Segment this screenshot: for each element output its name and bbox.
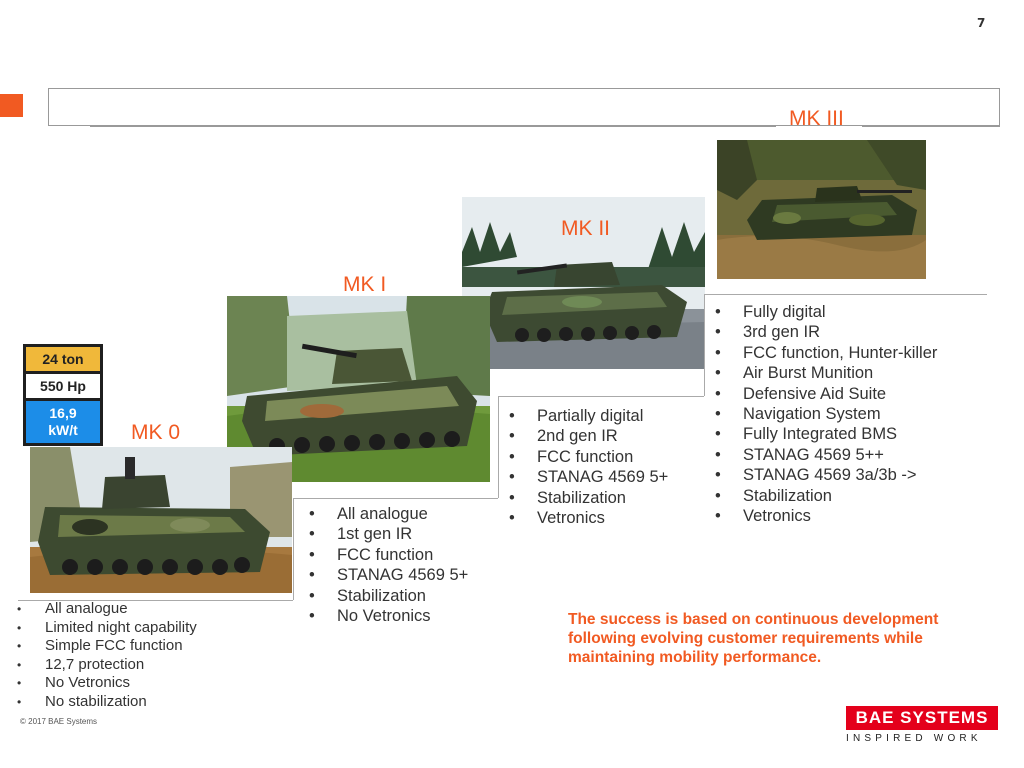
list-item: • Stabilization [507,488,668,508]
list-item: • Navigation System [713,404,937,424]
list-item: • Defensive Aid Suite [713,384,937,404]
mk0-vehicle-photo [30,447,292,593]
list-item: • Simple FCC function [15,637,197,656]
mk2-feature-list [507,406,668,528]
list-item: • Vetronics [507,508,668,528]
title-rule [90,126,776,127]
page-number: 7 [977,16,986,30]
list-item: • STANAG 4569 3a/3b -> [713,465,937,485]
list-item: • Stabilization [307,586,468,606]
list-item: • Stabilization [713,486,937,506]
connector-line [498,396,704,397]
title-frame [48,88,1000,126]
list-item: • No Vetronics [307,606,468,626]
list-item: • Partially digital [507,406,668,426]
list-item: • Fully Integrated BMS [713,424,937,444]
list-item: • STANAG 4569 5++ [713,445,937,465]
power-weight-ratio [26,401,100,443]
list-item: • Limited night capability [15,619,197,638]
mk0-feature-list [15,600,197,712]
connector-line [704,294,705,396]
mk3-feature-list [713,302,937,526]
success-statement: The success is based on continuous development following evolving customer requirements while maintaining mobility performance. [568,611,939,666]
mk3-vehicle-photo [717,140,926,279]
connector-line [293,498,294,600]
title-rule [862,126,1000,127]
accent-square [0,94,23,117]
list-item: • STANAG 4569 5+ [507,467,668,487]
logo-tagline: INSPIRED WORK [846,733,982,744]
list-item: • 12,7 protection [15,656,197,675]
list-item: • FCC function, Hunter-killer [713,343,937,363]
mk1-label: MK I [343,273,387,296]
list-item: • No Vetronics [15,674,197,693]
spec-box [23,344,103,446]
list-item: • FCC function [507,447,668,467]
power-value: 550 Hp [26,374,100,398]
bae-systems-logo: BAE SYSTEMS [846,706,998,730]
list-item: • Vetronics [713,506,937,526]
ratio-value: 16,9 [49,405,77,421]
connector-line [498,396,499,498]
list-item: • 1st gen IR [307,524,468,544]
mk2-label: MK II [561,217,611,240]
weight-value: 24 ton [26,347,100,371]
list-item: • All analogue [15,600,197,619]
mk1-feature-list [307,504,468,626]
list-item: • Fully digital [713,302,937,322]
list-item: • 2nd gen IR [507,426,668,446]
mk0-label: MK 0 [131,421,181,444]
list-item: • All analogue [307,504,468,524]
connector-line [704,294,987,295]
mk3-label: MK III [789,107,844,130]
list-item: • 3rd gen IR [713,322,937,342]
list-item: • FCC function [307,545,468,565]
list-item: • No stabilization [15,693,197,712]
connector-line [293,498,498,499]
ratio-unit: kW/t [48,422,78,438]
list-item: • Air Burst Munition [713,363,937,383]
copyright-text: © 2017 BAE Systems [20,717,98,726]
list-item: • STANAG 4569 5+ [307,565,468,585]
